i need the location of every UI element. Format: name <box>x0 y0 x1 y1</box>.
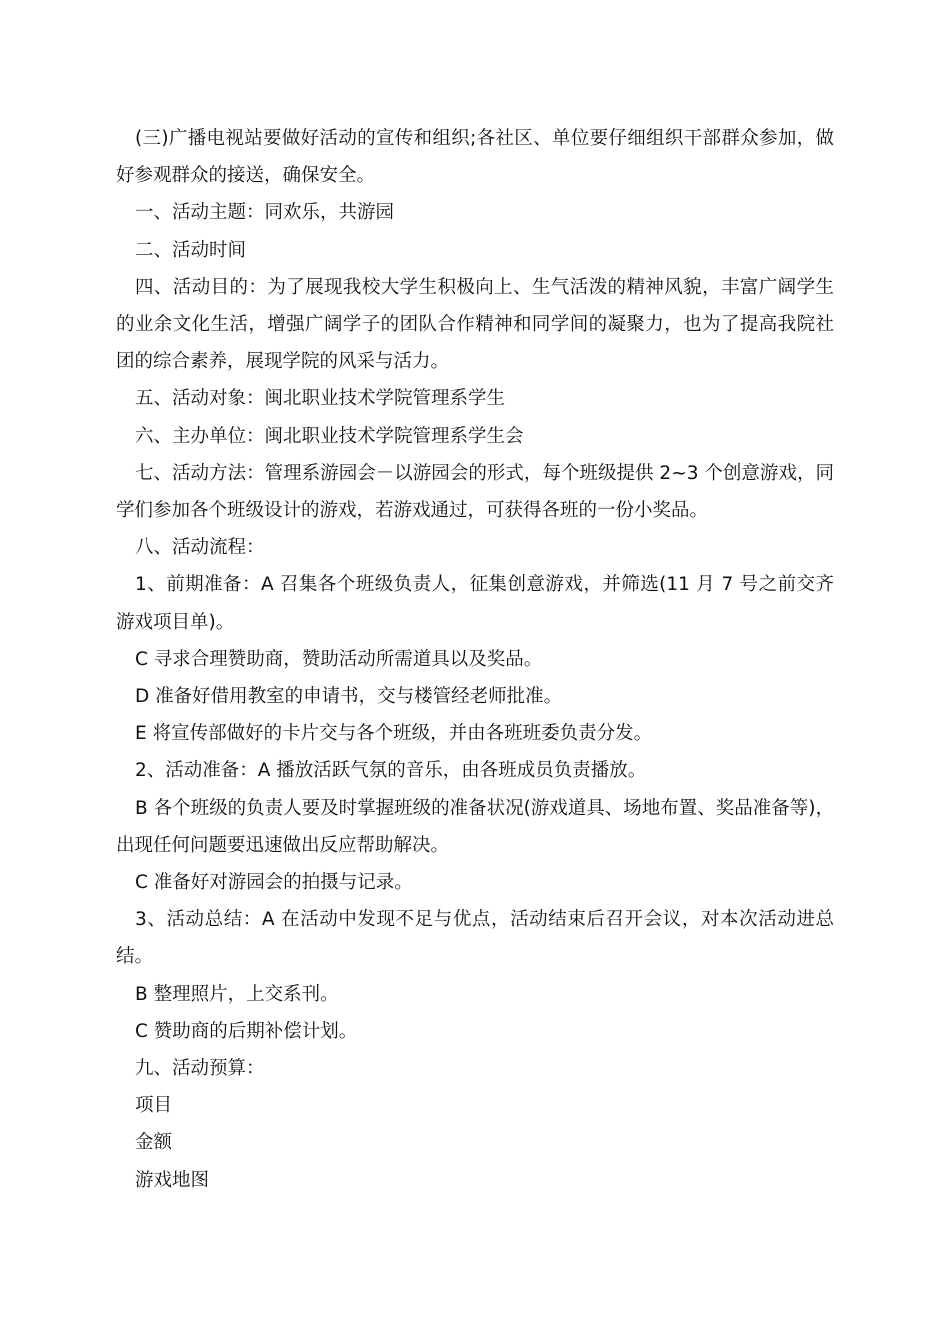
paragraph-activity-time: 二、活动时间 <box>135 239 247 261</box>
paragraph-preparation-e: E 将宣传部做好的卡片交与各个班级，并由各班班委负责分发。 <box>135 723 653 745</box>
paragraph-organizer: 六、主办单位：闽北职业技术学院管理系学生会 <box>135 425 524 447</box>
paragraph-summary-c: C 赞助商的后期补偿计划。 <box>135 1020 358 1042</box>
paragraph-budget-amount: 金额 <box>135 1132 173 1154</box>
paragraph-summary-a: 3、活动总结：A 在活动中发现不足与优点，活动结束后召开会议，对本次活动进总结。 <box>116 909 834 968</box>
paragraph-event-prep-c: C 准备好对游园会的拍摄与记录。 <box>135 872 413 894</box>
paragraph-budget-item: 项目 <box>135 1095 173 1117</box>
paragraph-activity-method: 七、活动方法：管理系游园会－以游园会的形式，每个班级提供 2~3 个创意游戏，同学们参加各个班级设计的游戏，若游戏通过，可获得各班的一份小奖品。 <box>116 462 834 522</box>
paragraph-activity-purpose: 四、活动目的：为了展现我校大学生积极向上、生气活泼的精神风貌，丰富广阔学生的业余文化生活，增强广阔学子的团队合作精神和同学间的凝聚力，也为了提高我院社团的综合素养，展现学院的风采与活力。 <box>116 276 834 373</box>
paragraph-preparation-d: D 准备好借用教室的申请书，交与楼管经老师批准。 <box>135 686 563 708</box>
paragraph-preparation-c: C 寻求合理赞助商，赞助活动所需道具以及奖品。 <box>135 648 543 670</box>
paragraph-activity-target: 五、活动对象：闽北职业技术学院管理系学生 <box>135 388 506 410</box>
paragraph-budget-heading: 九、活动预算： <box>135 1058 265 1080</box>
paragraph-broadcast-station: (三)广播电视站要做好活动的宣传和组织;各社区、单位要仔细组织干部群众参加，做好参观群众的接送，确保安全。 <box>116 128 834 187</box>
paragraph-event-prep-a: 2、活动准备：A 播放活跃气氛的音乐，由各班成员负责播放。 <box>135 760 647 782</box>
paragraph-budget-game-map: 游戏地图 <box>135 1169 210 1191</box>
document-body <box>116 120 834 1199</box>
paragraph-activity-process: 八、活动流程： <box>135 537 265 559</box>
paragraph-event-prep-b: B 各个班级的负责人要及时掌握班级的准备状况(游戏道具、场地布置、奖品准备等)，出现任何问题要迅速做出反应帮助解决。 <box>116 797 835 856</box>
paragraph-activity-theme: 一、活动主题：同欢乐，共游园 <box>135 202 395 224</box>
paragraph-summary-b: B 整理照片，上交系刊。 <box>135 983 339 1005</box>
paragraph-preparation-a: 1、前期准备：A 召集各个班级负责人，征集创意游戏，并筛选(11 月 7 号之前交齐游戏项目单)。 <box>116 574 834 633</box>
